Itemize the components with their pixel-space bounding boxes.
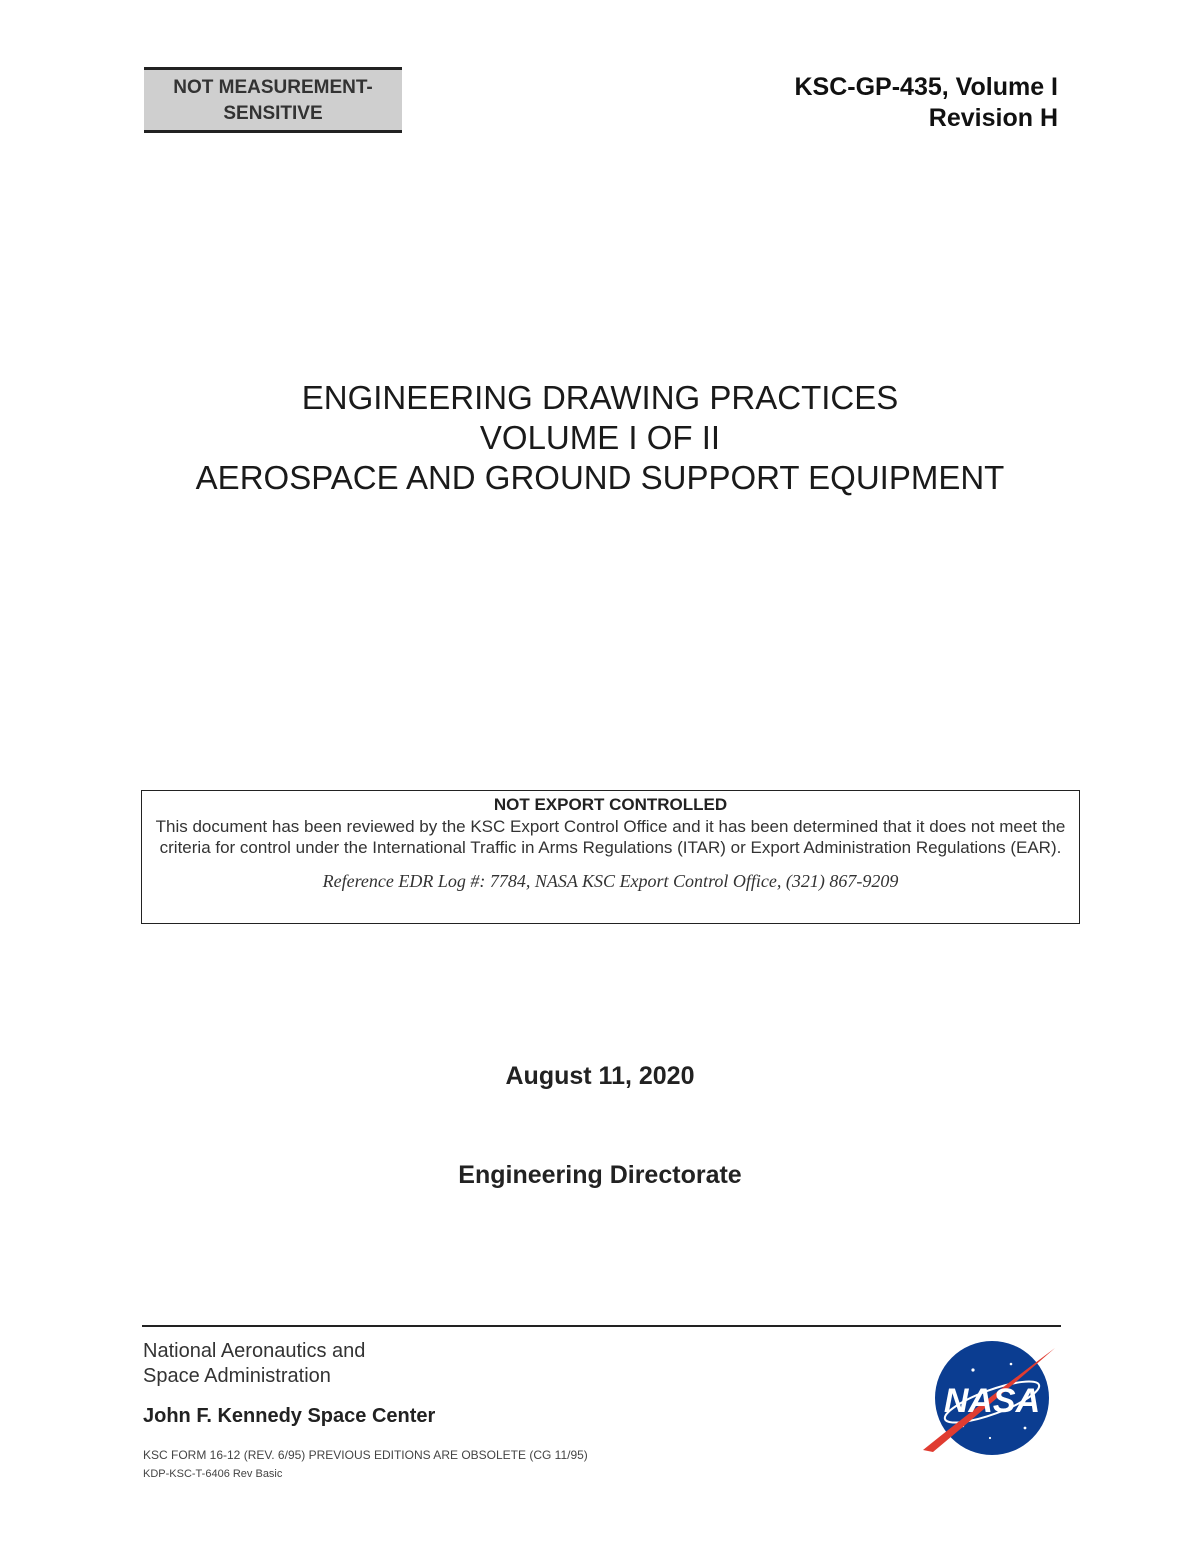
document-number: KSC-GP-435, Volume I xyxy=(794,73,1058,101)
measurement-label-line1: NOT MEASUREMENT- xyxy=(173,77,373,98)
directorate-name: Engineering Directorate xyxy=(458,1161,742,1189)
logo-text: NASA xyxy=(943,1382,1041,1420)
logo-star xyxy=(1024,1427,1027,1430)
title-line1: ENGINEERING DRAWING PRACTICES xyxy=(301,379,899,416)
export-notice-heading: NOT EXPORT CONTROLLED xyxy=(493,795,728,814)
center-name: John F. Kennedy Space Center xyxy=(143,1405,436,1427)
agency-name xyxy=(143,1339,365,1389)
measurement-sensitivity-label xyxy=(144,67,402,133)
form-note: KSC FORM 16-12 (REV. 6/95) PREVIOUS EDITIONS ARE OBSOLETE (CG 11/95) xyxy=(143,1448,588,1462)
export-control-notice xyxy=(141,790,1080,924)
nasa-meatball-icon xyxy=(915,1340,1065,1458)
title-line2: VOLUME I OF II xyxy=(479,419,721,456)
logo-star xyxy=(989,1437,991,1439)
logo-star xyxy=(1010,1363,1013,1366)
publication-date: August 11, 2020 xyxy=(505,1062,695,1090)
document-title xyxy=(0,378,1200,498)
export-notice-reference: Reference EDR Log #: 7784, NASA KSC Export Control Office, (321) 867-9209 xyxy=(322,871,899,891)
kdp-note: KDP-KSC-T-6406 Rev Basic xyxy=(143,1468,283,1480)
document-identifier xyxy=(795,72,1059,134)
agency-line2: Space Administration xyxy=(143,1365,331,1387)
footer-divider xyxy=(142,1325,1061,1327)
document-revision: Revision H xyxy=(928,104,1058,132)
logo-star xyxy=(971,1368,974,1371)
agency-line1: National Aeronautics and xyxy=(143,1340,366,1362)
export-notice-body: This document has been reviewed by the KSC Export Control Office and it has been determined that it does not meet the criteria for control under the International Traffic in Arms Regulations (ITAR) or Export Administration Regulations (EAR). xyxy=(155,817,1066,857)
title-line3: AEROSPACE AND GROUND SUPPORT EQUIPMENT xyxy=(195,459,1005,496)
measurement-label-line2: SENSITIVE xyxy=(223,103,323,124)
